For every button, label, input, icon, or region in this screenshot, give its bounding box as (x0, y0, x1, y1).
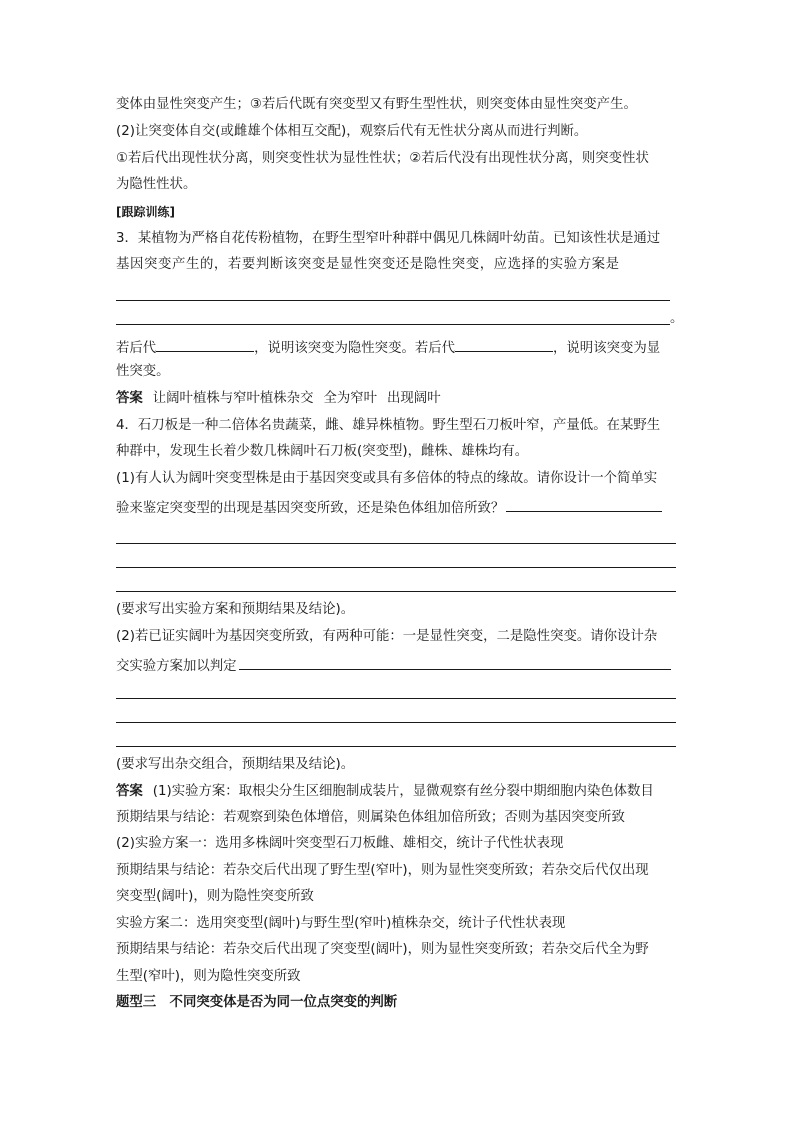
question-3-line: 3．某植物为严格自花传粉植物，在野生型窄叶种群中偶见几株阔叶幼苗。已知该性状是通过 (116, 231, 661, 246)
requirement-note: (要求写出杂交组合，预期结果及结论)。 (116, 757, 355, 772)
answer-blank[interactable] (156, 337, 254, 352)
answer-text: (1)实验方案：取根尖分生区细胞制成装片，显微观察有丝分裂中期细胞内染色体数目 (152, 784, 654, 799)
answer-text: 出现阔叶 (387, 391, 441, 406)
question-3-line: 基因突变产生的，若要判断该突变是显性突变还是隐性突变，应选择的实验方案是 (116, 257, 620, 272)
answer-label: 答案 (116, 784, 143, 799)
answer-blank-line[interactable] (116, 543, 676, 544)
answer-line (116, 390, 441, 408)
question-4-line: 4．石刀板是一种二倍体名贵蔬菜，雌、雄异株植物。野生型石刀板叶窄，产量低。在某野生 (116, 418, 661, 433)
requirement-note: (要求写出实验方案和预期结果及结论)。 (116, 602, 355, 617)
answer-line: 突变型(阔叶)，则为隐性突变所致 (116, 889, 314, 904)
answer-blank[interactable] (239, 655, 671, 670)
question-4-line: 种群中，发现生长着少数几株阔叶石刀板(突变型)，雌株、雄株均有。 (116, 444, 529, 459)
text-line: (2)让突变体自交(或雌雄个体相互交配)，观察后代有无性状分离从而进行判断。 (116, 124, 588, 139)
text-span: 验来鉴定突变型的出现是基因突变所致，还是染色体组加倍所致？ (116, 501, 505, 516)
answer-blank-line[interactable] (116, 324, 670, 325)
answer-line: 预期结果与结论：若观察到染色体增倍，则属染色体组加倍所致；否则为基因突变所致 (116, 810, 625, 825)
question-4-line (116, 655, 671, 676)
tracking-heading: [跟踪训练] (116, 205, 175, 219)
answer-line: 实验方案二：选用突变型(阔叶)与野生型(窄叶)植株杂交，统计子代性状表现 (116, 916, 566, 931)
question-4-line (116, 497, 662, 518)
answer-label: 答案 (116, 391, 143, 406)
question-4-line: (2)若已证实阔叶为基因突变所致，有两种可能：一是显性突变，二是隐性突变。请你设计杂 (116, 629, 658, 644)
answer-blank-line[interactable] (116, 300, 670, 301)
period-mark: 。 (670, 311, 684, 326)
text-span: 若后代 (116, 341, 157, 356)
answer-blank-line[interactable] (116, 746, 676, 747)
text-line: ①若后代出现性状分离，则突变性状为显性性状；②若后代没有出现性状分离，则突变性状 (116, 151, 649, 166)
answer-blank-line[interactable] (116, 722, 676, 723)
text-line: 为隐性性状。 (116, 177, 197, 192)
answer-line (116, 783, 654, 801)
answer-blank-line[interactable] (116, 567, 676, 568)
question-3-line: 性突变。 (116, 364, 170, 379)
answer-line: 生型(窄叶)，则为隐性突变所致 (116, 969, 301, 984)
question-4-line: (1)有人认为阔叶突变型株是由于基因突变或具有多倍体的特点的缘故。请你设计一个简单实 (116, 471, 658, 486)
section-title: 题型三 不同突变体是否为同一位点突变的判断 (116, 995, 398, 1010)
text-span: ，说明该突变为显 (553, 341, 661, 356)
answer-blank[interactable] (455, 337, 553, 352)
answer-text: 全为窄叶 (323, 391, 378, 406)
answer-blank[interactable] (506, 497, 662, 512)
text-line: 变体由显性突变产生；③若后代既有突变型又有野生型性状，则突变体由显性突变产生。 (116, 97, 637, 112)
answer-line: 预期结果与结论：若杂交后代出现了野生型(窄叶)，则为显性突变所致；若杂交后代仅出现 (116, 863, 649, 878)
answer-blank-line[interactable] (116, 698, 676, 699)
text-span: ，说明该突变为隐性突变。若后代 (254, 341, 456, 356)
question-3-line (116, 337, 660, 358)
answer-line: 预期结果与结论：若杂交后代出现了突变型(阔叶)，则为显性突变所致；若杂交后代全为野 (116, 942, 649, 957)
text-span: 交实验方案加以判定 (116, 659, 237, 674)
answer-line: (2)实验方案一：选用多株阔叶突变型石刀板雌、雄相交，统计子代性状表现 (116, 836, 564, 851)
answer-text: 让阔叶植株与窄叶植株杂交 (152, 391, 314, 406)
answer-blank-line[interactable] (116, 591, 676, 592)
